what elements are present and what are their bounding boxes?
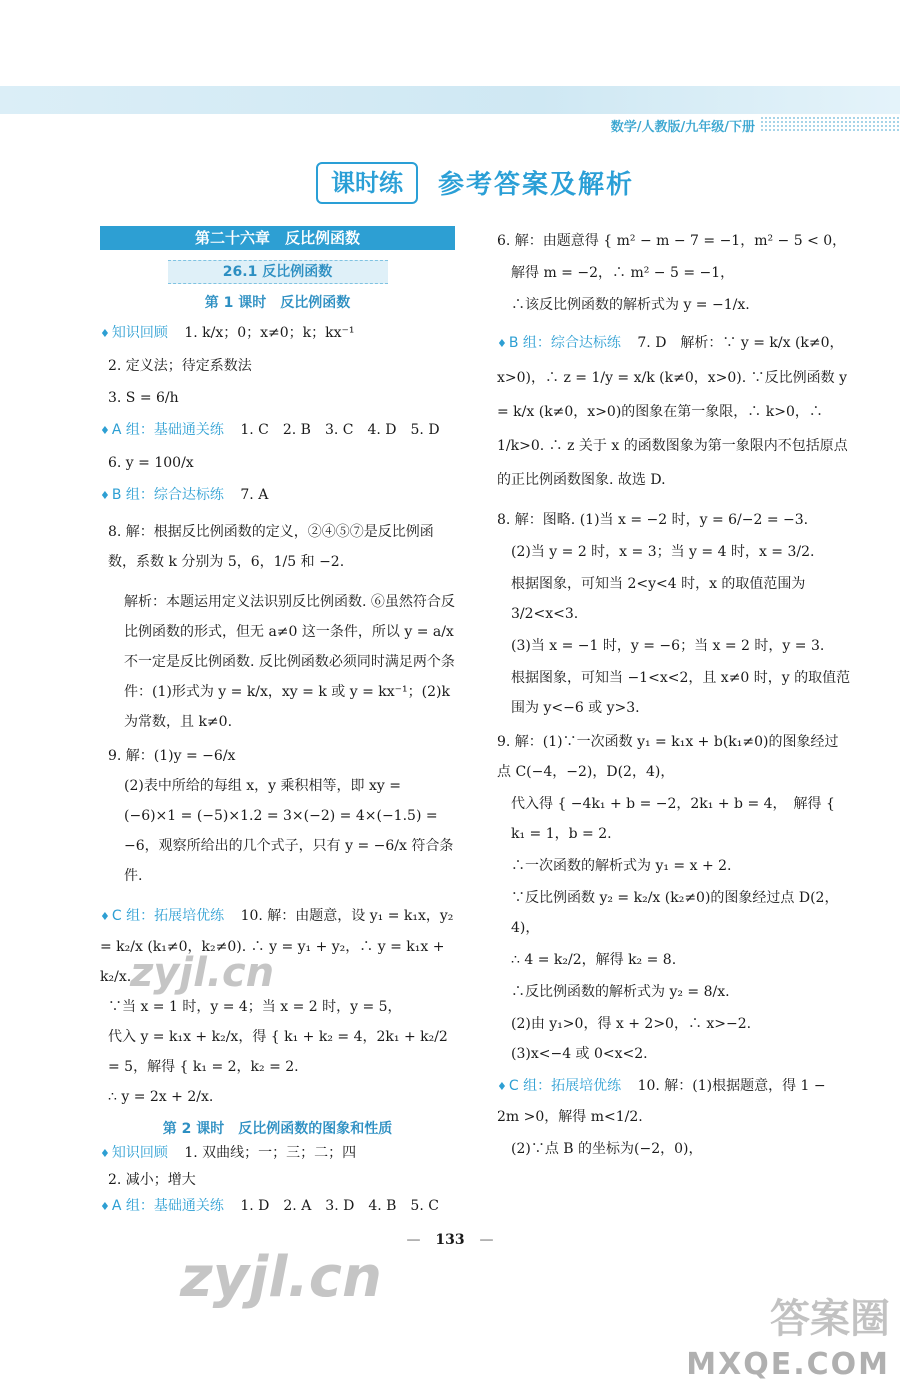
- answer-line: [100, 452, 455, 474]
- answer-text: 1. 双曲线；一；三；二；四: [184, 1145, 357, 1161]
- answer-text: 10. 解：由题意，设 y₁ = k₁x，y₂ = k₂/x (k₁≠0，k₂≠0). ∴ y = y₁ + y₂，∴ y = k₁x + k₂/x.: [100, 908, 454, 985]
- solution-q9-line7: (2)由 y₁>0，得 x + 2>0，∴ x>−2.: [511, 1016, 752, 1032]
- answer-line: [100, 322, 455, 345]
- answer-text: 2. 减小；增大: [108, 1172, 196, 1188]
- solution-q9-line3: ∴一次函数的解析式为 y₁ = x + 2.: [511, 858, 732, 874]
- header-band: [0, 86, 900, 114]
- solution-q10: [497, 1071, 852, 1132]
- solution-q10-line2: (2)∵点 B 的坐标为(−2，0)，: [511, 1141, 703, 1157]
- answer-line: [100, 1169, 455, 1191]
- lesson-heading: 第 2 课时 反比例函数的图象和性质: [162, 1121, 393, 1137]
- group-tag: ♦ A 组：基础通关练: [100, 422, 224, 438]
- group-tag: ♦ C 组：拓展培优练: [100, 908, 224, 924]
- answer-text: 7. A: [240, 487, 269, 503]
- page-number-dash-left: —: [406, 1232, 421, 1248]
- answer-text: 1. k/x；0；x≠0；k；kx⁻¹: [184, 325, 355, 341]
- header-dot-pattern: [760, 116, 900, 132]
- page-title: 参考答案及解析: [438, 170, 635, 200]
- solution-q9-line5: ∴ 4 = k₂/2，解得 k₂ = 8.: [511, 952, 677, 968]
- answer-line: [100, 355, 455, 377]
- answer-line: [100, 484, 455, 507]
- watermark-logo: zyjl.cn: [130, 950, 275, 996]
- solution-q10-line4: ∴ y = 2x + 2/x.: [108, 1089, 214, 1105]
- group-tag: ♦ 知识回顾: [100, 1145, 168, 1161]
- solution-q9-line2: 代入得 { −4k₁ + b = −2，2k₁ + b = 4， 解得 { k₁ = 1，b = 2.: [511, 796, 835, 842]
- answer-text: 3. S = 6/h: [108, 390, 179, 406]
- subject-label: 数学/人教版/九年级/下册: [610, 120, 755, 135]
- answer-text: 1. C 2. B 3. C 4. D 5. D: [240, 422, 440, 438]
- answer-text: 2. 定义法；待定系数法: [108, 358, 252, 374]
- analysis-q8: 解析：本题运用定义法识别反比例函数. ⑥虽然符合反比例函数的形式，但无 a≠0 这一条件，所以 y = a/x 不一定是反比例函数. 反比例函数必须同时满足两个条件：(1)形式为 y = k/x，xy = k 或 y = kx⁻¹；(2)k 为常数，且 k≠0.: [124, 594, 455, 730]
- page-number-dash-right: —: [479, 1232, 494, 1248]
- section-heading: 26.1 反比例函数: [168, 260, 388, 284]
- answer-line: [100, 1142, 455, 1165]
- solution-q9: 9. 解：(1)∵一次函数 y₁ = k₁x + b(k₁≠0)的图象经过点 C(−4，−2)，D(2，4)，: [497, 734, 839, 780]
- solution-q6-line3: ∴该反比例函数的解析式为 y = −1/x.: [511, 297, 750, 313]
- group-tag: ♦ C 组：拓展培优练: [497, 1078, 621, 1094]
- title-box: 课时练: [316, 162, 418, 204]
- solution-q9-part2: (2)表中所给的每组 x，y 乘积相等，即 xy = (−6)×1 = (−5)×1.2 = 3×(−2) = 4×(−1.5) = −6，观察所给出的几个式子，只有 y = −6/x 符合条件.: [124, 778, 454, 884]
- solution-q8-line3: 根据图象，可知当 2<y<4 时，x 的取值范围为 3/2<x<3.: [511, 576, 806, 622]
- solution-q9-line8: (3)x<−4 或 0<x<2.: [511, 1046, 648, 1062]
- solution-q9-line4: ∵反比例函数 y₂ = k₂/x (k₂≠0)的图象经过点 D(2，4)，: [511, 890, 839, 936]
- chapter-heading: 第二十六章 反比例函数: [100, 226, 455, 250]
- page-number: [0, 1232, 900, 1248]
- solution-q6: 6. 解：由题意得 { m² − m − 7 = −1，m² − 5 < 0，: [497, 233, 847, 249]
- watermark-site: MXQE.COM: [686, 1347, 890, 1382]
- watermark-logo: zyjl.cn: [180, 1245, 382, 1310]
- right-column: [497, 226, 852, 1164]
- answer-line: [100, 419, 455, 442]
- solution-q9: 9. 解：(1)y = −6/x: [108, 748, 236, 764]
- answer-text: 1. D 2. A 3. D 4. B 5. C: [240, 1198, 439, 1214]
- group-tag: ♦ 知识回顾: [100, 325, 168, 341]
- page-number-value: 133: [435, 1232, 465, 1248]
- group-tag: ♦ B 组：综合达标练: [497, 335, 621, 351]
- answer-line: [100, 1195, 455, 1218]
- answer-text: 6. y = 100/x: [108, 455, 194, 471]
- group-tag: ♦ A 组：基础通关练: [100, 1198, 224, 1214]
- solution-q8-line5: 根据图象，可知当 −1<x<2，且 x≠0 时，y 的取值范围为 y<−6 或 y>3.: [511, 670, 851, 716]
- group-tag: ♦ B 组：综合达标练: [100, 487, 224, 503]
- solution-q8-line2: (2)当 y = 2 时，x = 3；当 y = 4 时，x = 3/2.: [511, 544, 815, 560]
- lesson-heading: 第 1 课时 反比例函数: [204, 295, 351, 311]
- watermark-brand: 答案圈: [770, 1296, 890, 1342]
- solution-q9-line6: ∴反比例函数的解析式为 y₂ = 8/x.: [511, 984, 730, 1000]
- solution-q8: 8. 解：根据反比例函数的定义，②④⑤⑦是反比例函数，系数 k 分别为 5，6，1/5 和 −2.: [108, 524, 434, 570]
- solution-q8-line4: (3)当 x = −1 时，y = −6；当 x = 2 时，y = 3.: [511, 638, 825, 654]
- left-column: [100, 226, 455, 1218]
- solution-q6-line2: 解得 m = −2，∴ m² − 5 = −1，: [511, 265, 735, 281]
- answer-text: 10. 解：(1)根据题意，得 1 − 2m >0，解得 m<1/2.: [497, 1078, 826, 1125]
- answer-line: [100, 387, 455, 409]
- solution-q10-line2: ∵当 x = 1 时，y = 4；当 x = 2 时，y = 5，: [108, 999, 402, 1015]
- answer-text: 7. D 解析：∵ y = k/x (k≠0，x>0)，∴ z = 1/y = x/k (k≠0，x>0). ∵反比例函数 y = k/x (k≠0，x>0)的图象在第一象限，∴ k>0，∴ 1/k>0. ∴ z 关于 x 的函数图象为第一象限内不包括原点的正比例函数图象. 故选 D.: [497, 335, 848, 488]
- solution-q7: [497, 326, 852, 497]
- solution-q10-line3: 代入 y = k₁x + k₂/x，得 { k₁ + k₂ = 4，2k₁ + k₂/2 = 5，解得 { k₁ = 2，k₂ = 2.: [108, 1029, 448, 1075]
- solution-q8: 8. 解：图略. (1)当 x = −2 时，y = 6/−2 = −3.: [497, 512, 809, 528]
